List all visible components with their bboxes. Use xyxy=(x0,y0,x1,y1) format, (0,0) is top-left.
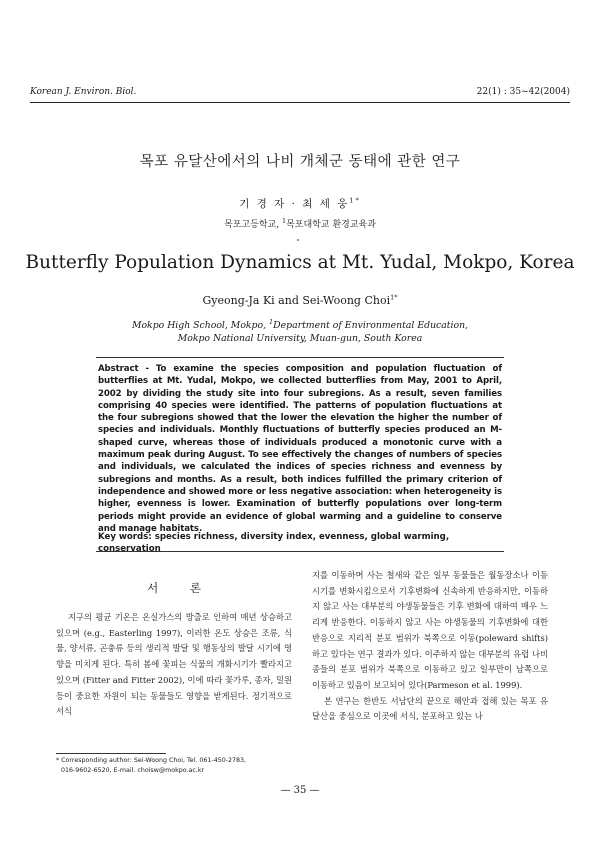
english-affiliation-mark: 1 xyxy=(269,317,274,326)
page-number: — 35 — xyxy=(280,785,320,796)
header-rule xyxy=(30,102,570,103)
right-paragraph-1: 지를 이동하며 사는 철새와 같은 일부 동물들은 월동장소나 이동시기를 변화시킴으로서 기후변화에 신속하게 반응하지만, 이동하지 않고 사는 대부분의 야생동물들은 기후 변화에 대하여 매우 느리게 반응한다. 이동하지 않고 사는 야생동물의 기후변화에 대한 반응으로 지리적 분포 범위가 북쪽으로 이동(poleward shifts)하고 있다는 연구 결과가 있다. 이주하지 않는 대부분의 유럽 나비 종들의 분포 범위가 북쪽으로 이동하고 있고 일부만이 남쪽으로 이동하고 있음이 보고되어 있다(Parmeson et al. 1999). xyxy=(312,570,548,690)
korean-affiliation xyxy=(0,217,600,230)
english-authors xyxy=(0,294,600,307)
english-author-names: Gyeong-Ja Ki and Sei-Woong Choi xyxy=(202,294,391,307)
left-column xyxy=(56,568,292,720)
korean-author-mark: 1* xyxy=(349,196,361,205)
introduction-heading: 서 론 xyxy=(147,581,215,595)
english-affiliation xyxy=(0,319,600,345)
volume-info: 22(1) : 35~42(2004) xyxy=(476,87,570,97)
left-paragraph-1: 지구의 평균 기온은 온실가스의 방출로 인하여 매년 상승하고 있으며 (e.g., Easterling 1997), 이러한 온도 상승은 조류, 식물, 양서류, 곤충류 등의 생리적 발달 및 행동상의 발달 시기에 영향을 미치게 된다. 특히 봄에 꽃피는 식물의 개화시기가 빨라지고 있으며 (Fitter and Fitter 2002), 이에 따라 꽃가루, 종자, 밀원 등이 중요한 자원이 되는 동물들도 영향을 받게된다. 정기적으로 서식 xyxy=(56,612,292,717)
right-column xyxy=(312,568,548,725)
separator-dot xyxy=(297,239,299,241)
english-affiliation-department: Department of Environmental Education, xyxy=(273,320,469,331)
abstract: Abstract - To examine the species composition and population fluctuation of butterflies at Mt. Yudal, Mokpo, we collected butterflies from May, 2001 to April, 2002 by dividing the study site into four subregions. As a result, seven families comprising 40 species were identified. The patterns of population fluctuations at the four subregions showed that the lower the elevation the higher the number of species and individuals. Monthly fluctuations of butterfly species produced an M-shaped curve, whereas those of individuals produced a monotonic curve with a maximum peak during August. To see effectively the changes of numbers of species and individuals, we calculated the indices of species richness and evenness by subregions and months. As a result, both indices fulfilled the primary criterion of independence and showed more or less negative association: when heterogeneity is higher, evenness is lower. Examination of butterfly populations over long-term periods might provide an evidence of global warming and a guideline to conserve and manage habitats. xyxy=(98,364,502,534)
korean-author-names: 기 경 자 · 최 세 웅 xyxy=(239,198,350,210)
corresponding-author-footnote xyxy=(56,756,296,775)
korean-affiliation-mark: 1 xyxy=(281,217,287,225)
keywords: Key words: species richness, diversity index, evenness, global warming, conservation xyxy=(98,532,450,554)
footnote-line1: * Corresponding author: Sei-Woong Choi, Tel. 061-450-2783, xyxy=(56,757,247,764)
journal-name: Korean J. Environ. Biol. xyxy=(30,87,137,97)
english-affiliation-school: Mokpo High School, Mokpo, xyxy=(131,320,270,331)
running-header xyxy=(30,87,570,98)
korean-affiliation-school: 목포고등학교, xyxy=(224,220,282,230)
korean-authors xyxy=(0,196,600,211)
korean-affiliation-university: 목포대학교 환경교육과 xyxy=(286,220,376,230)
english-author-mark: 1* xyxy=(390,293,398,302)
english-title: Butterfly Population Dynamics at Mt. Yudal, Mokpo, Korea xyxy=(25,252,575,273)
footnote-rule xyxy=(56,753,166,754)
right-paragraph-2: 본 연구는 한반도 서남단의 끝으로 해안과 접해 있는 목포 유달산을 중심으로 이곳에 서식, 분포하고 있는 나 xyxy=(312,695,548,722)
korean-title: 목포 유달산에서의 나비 개체군 동태에 관한 연구 xyxy=(139,154,461,170)
abstract-bottom-rule xyxy=(96,551,504,552)
english-affiliation-line2: Mokpo National University, Muan-gun, South Korea xyxy=(177,333,423,344)
abstract-top-rule xyxy=(96,357,504,358)
english-affiliation-line1 xyxy=(0,319,600,332)
footnote-line2: 016-9602-6520, E-mail. choisw@mokpo.ac.kr xyxy=(61,766,205,774)
